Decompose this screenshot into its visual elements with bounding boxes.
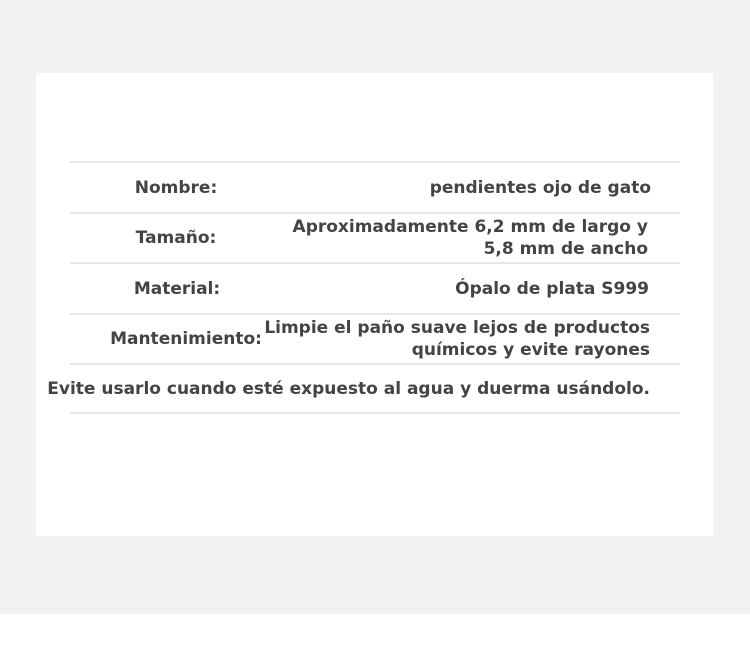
table-row-name <box>70 161 680 212</box>
row-value: Ópalo de plata S999 <box>455 278 649 299</box>
row-label: Nombre: <box>134 177 218 198</box>
warning-text: Evite usarlo cuando esté expuesto al agua y duerma usándolo. <box>47 378 650 399</box>
row-value-line: 5,8 mm de ancho <box>483 239 648 259</box>
row-label: Mantenimiento: <box>110 329 262 349</box>
row-label: Tamaño: <box>135 228 217 248</box>
row-value <box>264 317 650 361</box>
table-row-warning <box>47 363 680 414</box>
row-value-line: químicos y evite rayones <box>411 340 650 360</box>
row-value-line: Limpie el paño suave lejos de productos <box>264 318 650 338</box>
specs-table <box>47 161 680 414</box>
row-value <box>293 216 648 260</box>
table-row-size <box>70 212 680 262</box>
product-info-card <box>36 73 713 536</box>
row-value-line: Aproximadamente 6,2 mm de largo y <box>292 217 648 237</box>
table-row-maintenance <box>70 313 680 363</box>
row-value: pendientes ojo de gato <box>429 177 651 198</box>
row-label: Material: <box>133 278 221 299</box>
table-row-material <box>70 262 680 313</box>
